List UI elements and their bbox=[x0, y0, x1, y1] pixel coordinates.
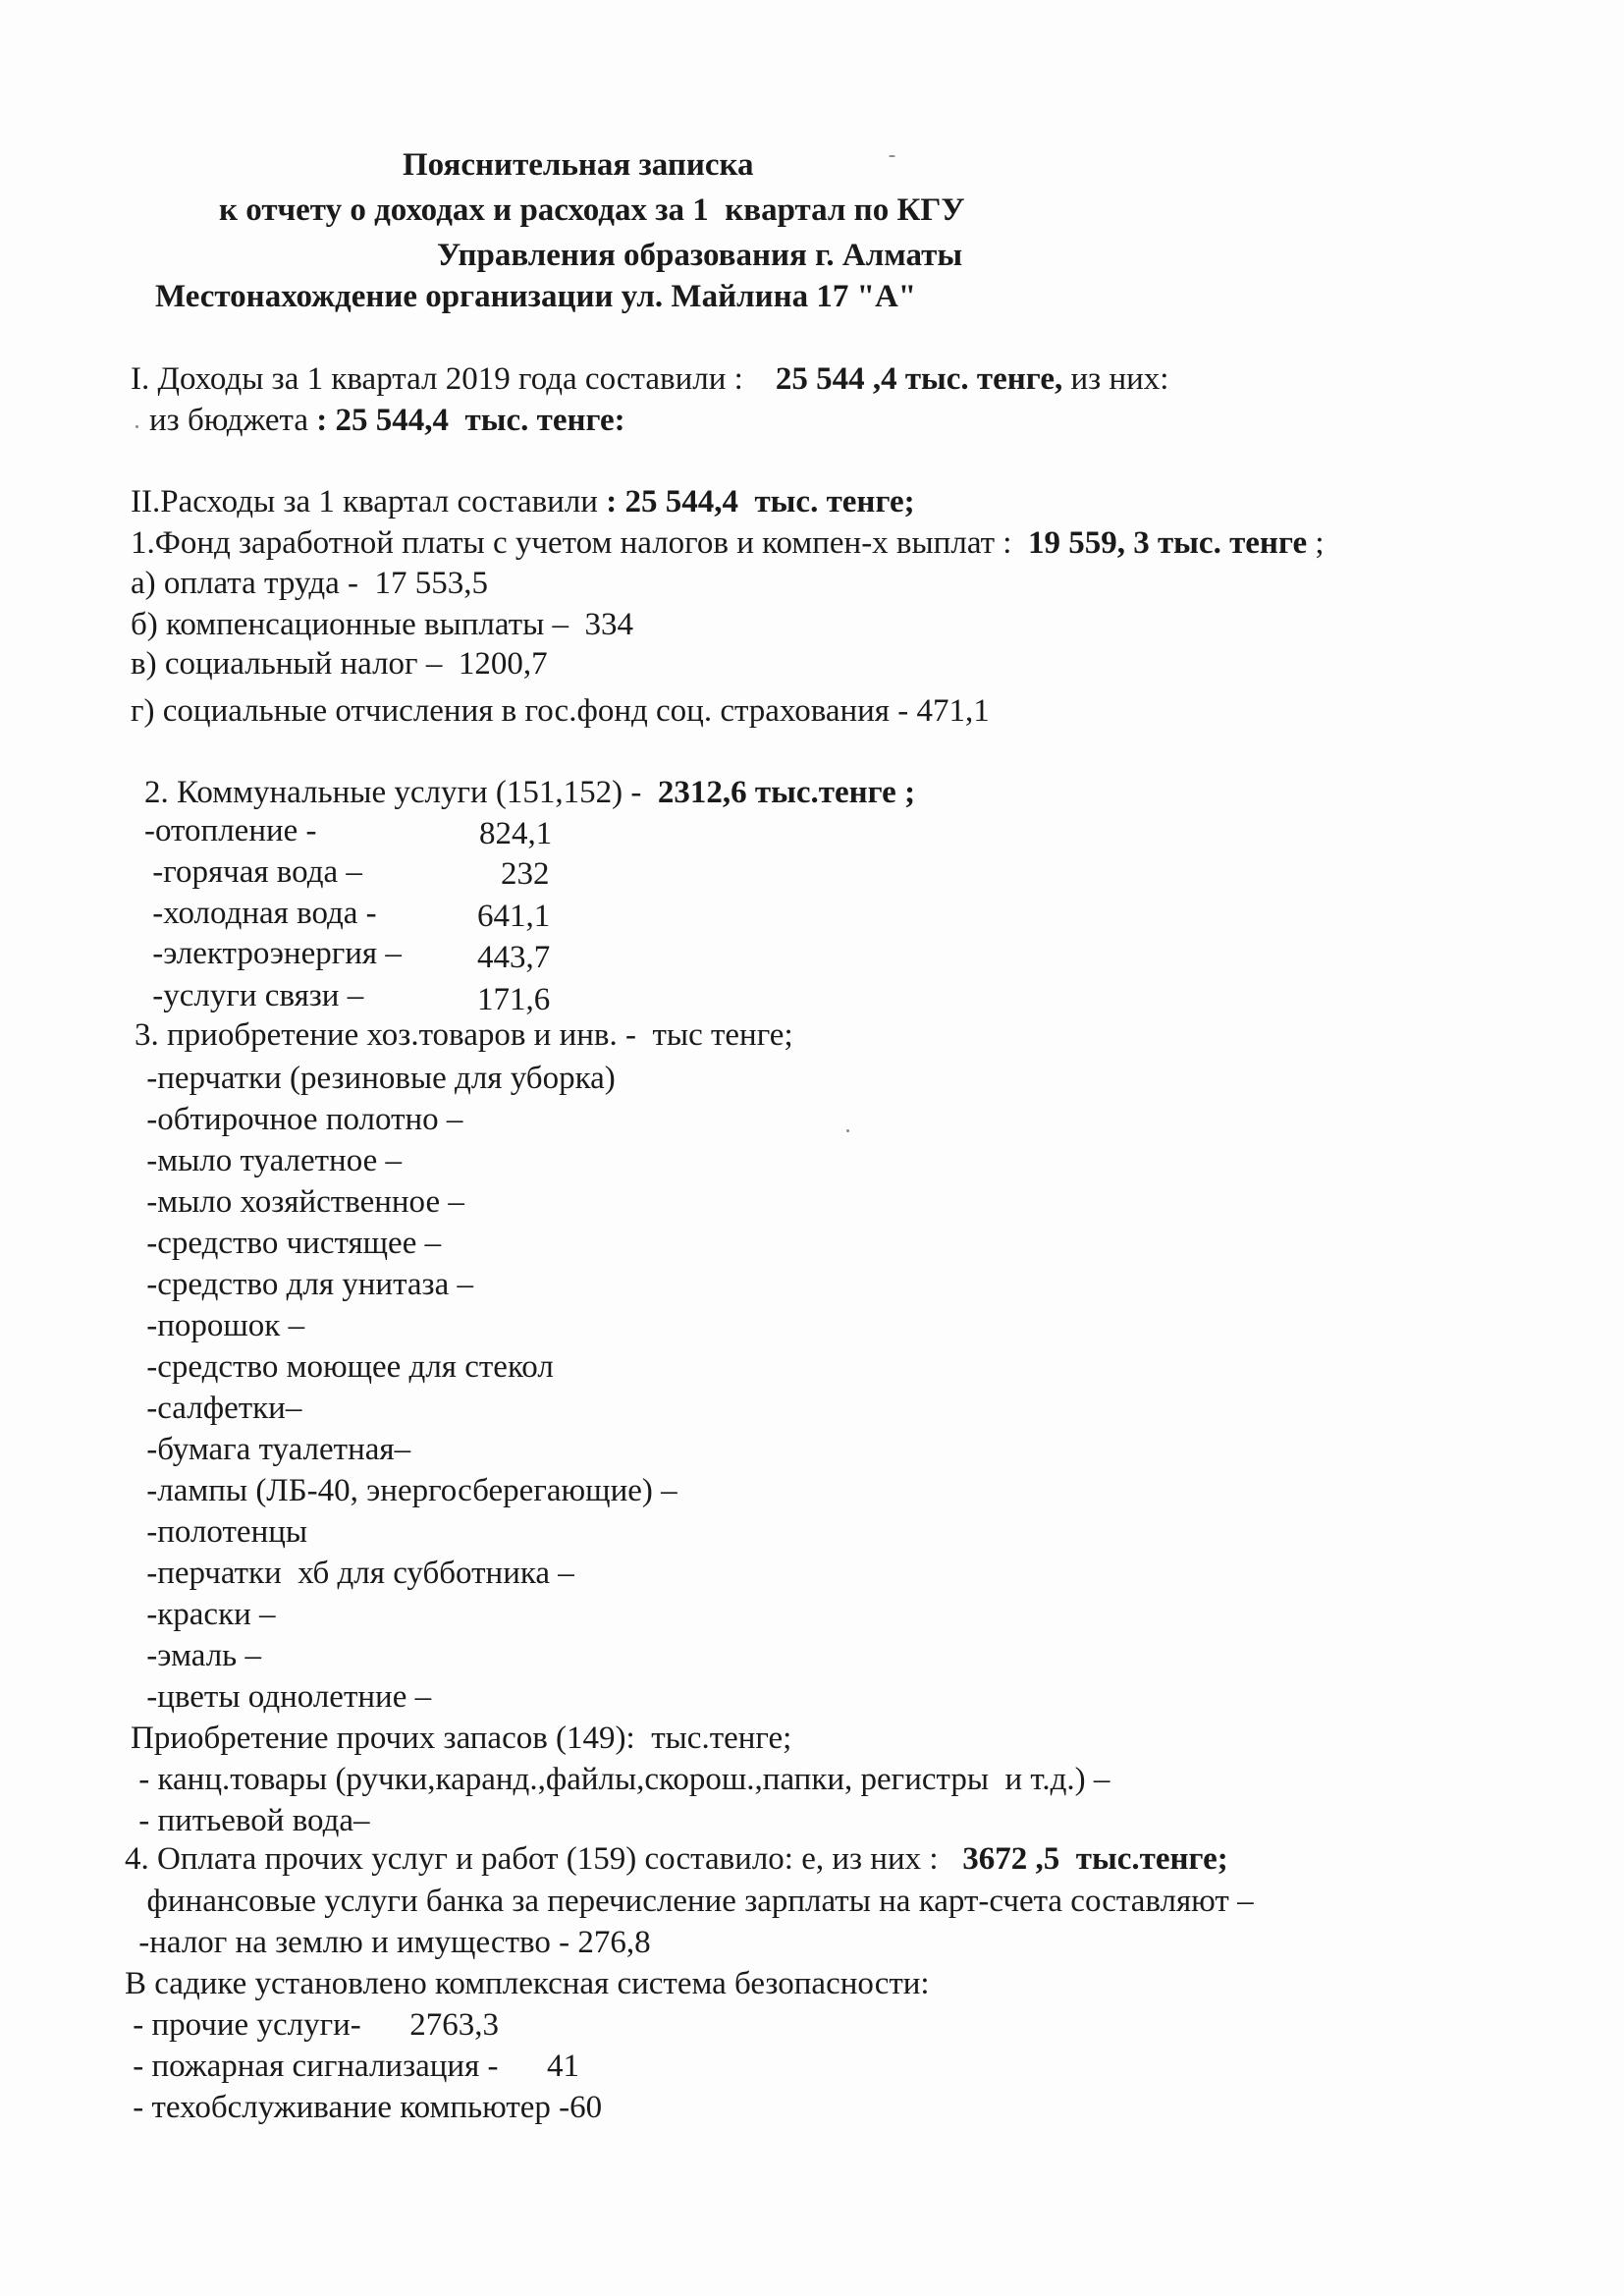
other-stock-item: - питьевой вода– bbox=[131, 1803, 370, 1838]
scan-speck bbox=[135, 425, 138, 428]
goods-item: -перчатки хб для субботника – bbox=[138, 1556, 574, 1591]
other-stock-title: Приобретение прочих запасов (149): тыс.тенге; bbox=[131, 1721, 792, 1756]
goods-item: -краски – bbox=[138, 1597, 276, 1632]
scan-speck bbox=[889, 155, 895, 157]
utility-value: 232 bbox=[501, 856, 550, 892]
services-line: 4. Оплата прочих услуг и работ (159) составило: е, из них : 3672 ,5 тыс.тенге; bbox=[125, 1841, 1228, 1877]
utility-name: -горячая вода – bbox=[144, 854, 362, 890]
doc-organization: Управления образования г. Алматы bbox=[437, 238, 963, 273]
utility-name: -электроэнергия – bbox=[144, 936, 402, 971]
utility-name: -отопление - bbox=[144, 813, 317, 848]
services-item: В садике установлено комплексная система безопасности: bbox=[125, 1966, 930, 2001]
goods-item: -салфетки– bbox=[138, 1391, 302, 1426]
goods-item: -перчатки (резиновые для уборка) bbox=[138, 1061, 616, 1096]
goods-item: -лампы (ЛБ-40, энергосберегающие) – bbox=[138, 1473, 677, 1508]
expenses-title: II.Расходы за 1 квартал составили : 25 544,4 тыс. тенге; bbox=[131, 484, 915, 519]
goods-title: 3. приобретение хоз.товаров и инв. - тыс тенге; bbox=[135, 1017, 793, 1053]
services-item: - пожарная сигнализация - 41 bbox=[125, 2049, 579, 2084]
payroll-item: б) компенсационные выплаты – 334 bbox=[131, 607, 634, 642]
goods-item: -средство чистящее – bbox=[138, 1226, 442, 1261]
other-stock-item: - канц.товары (ручки,каранд.,файлы,скорош.,папки, регистры и т.д.) – bbox=[131, 1762, 1110, 1797]
payroll-item: в) социальный налог – 1200,7 bbox=[131, 646, 548, 682]
utility-value: 641,1 bbox=[477, 899, 551, 934]
goods-item: -бумага туалетная– bbox=[138, 1432, 411, 1467]
scan-speck bbox=[846, 1129, 849, 1132]
payroll-line: 1.Фонд заработной платы с учетом налогов и компен-х выплат : 19 559, 3 тыс. тенге ; bbox=[131, 525, 1325, 561]
income-line-2: из бюджета : 25 544,4 тыс. тенге: bbox=[149, 403, 625, 438]
payroll-item: а) оплата труда - 17 553,5 bbox=[131, 566, 489, 601]
goods-item: -полотенцы bbox=[138, 1514, 308, 1550]
services-item: финансовые услуги банка за перечисление зарплаты на карт-счета составляют – bbox=[131, 1884, 1254, 1919]
utility-name: -холодная вода - bbox=[144, 896, 377, 931]
doc-location: Местонахождение организации ул. Майлина 17 "А" bbox=[155, 279, 917, 314]
goods-item: -мыло туалетное – bbox=[138, 1143, 402, 1178]
services-item: - прочие услуги- 2763,3 bbox=[125, 2007, 499, 2043]
doc-title: Пояснительная записка bbox=[403, 147, 754, 183]
goods-item: -мыло хозяйственное – bbox=[138, 1184, 464, 1220]
utility-name: -услуги связи – bbox=[144, 978, 364, 1013]
doc-subtitle: к отчету о доходах и расходах за 1 квартал по КГУ bbox=[219, 192, 965, 228]
utilities-line: 2. Коммунальные услуги (151,152) - 2312,6 тыс.тенге ; bbox=[144, 775, 916, 810]
payroll-item: г) социальные отчисления в гос.фонд соц. страхования - 471,1 bbox=[131, 693, 990, 729]
services-item: -налог на землю и имущество - 276,8 bbox=[131, 1925, 651, 1960]
goods-item: -обтирочное полотно – bbox=[138, 1102, 463, 1137]
services-item: - техобслуживание компьютер -60 bbox=[125, 2090, 603, 2125]
goods-item: -средство моющее для стекол bbox=[138, 1349, 554, 1385]
goods-item: -порошок – bbox=[138, 1308, 305, 1343]
utility-value: 824,1 bbox=[479, 816, 553, 851]
goods-item: -цветы однолетние – bbox=[138, 1679, 432, 1715]
utility-value: 443,7 bbox=[477, 940, 551, 975]
goods-item: -эмаль – bbox=[138, 1638, 261, 1673]
utility-value: 171,6 bbox=[477, 982, 551, 1017]
goods-item: -средство для унитаза – bbox=[138, 1267, 473, 1302]
income-line-1: I. Доходы за 1 квартал 2019 года составили : 25 544 ,4 тыс. тенге, из них: bbox=[131, 361, 1169, 397]
